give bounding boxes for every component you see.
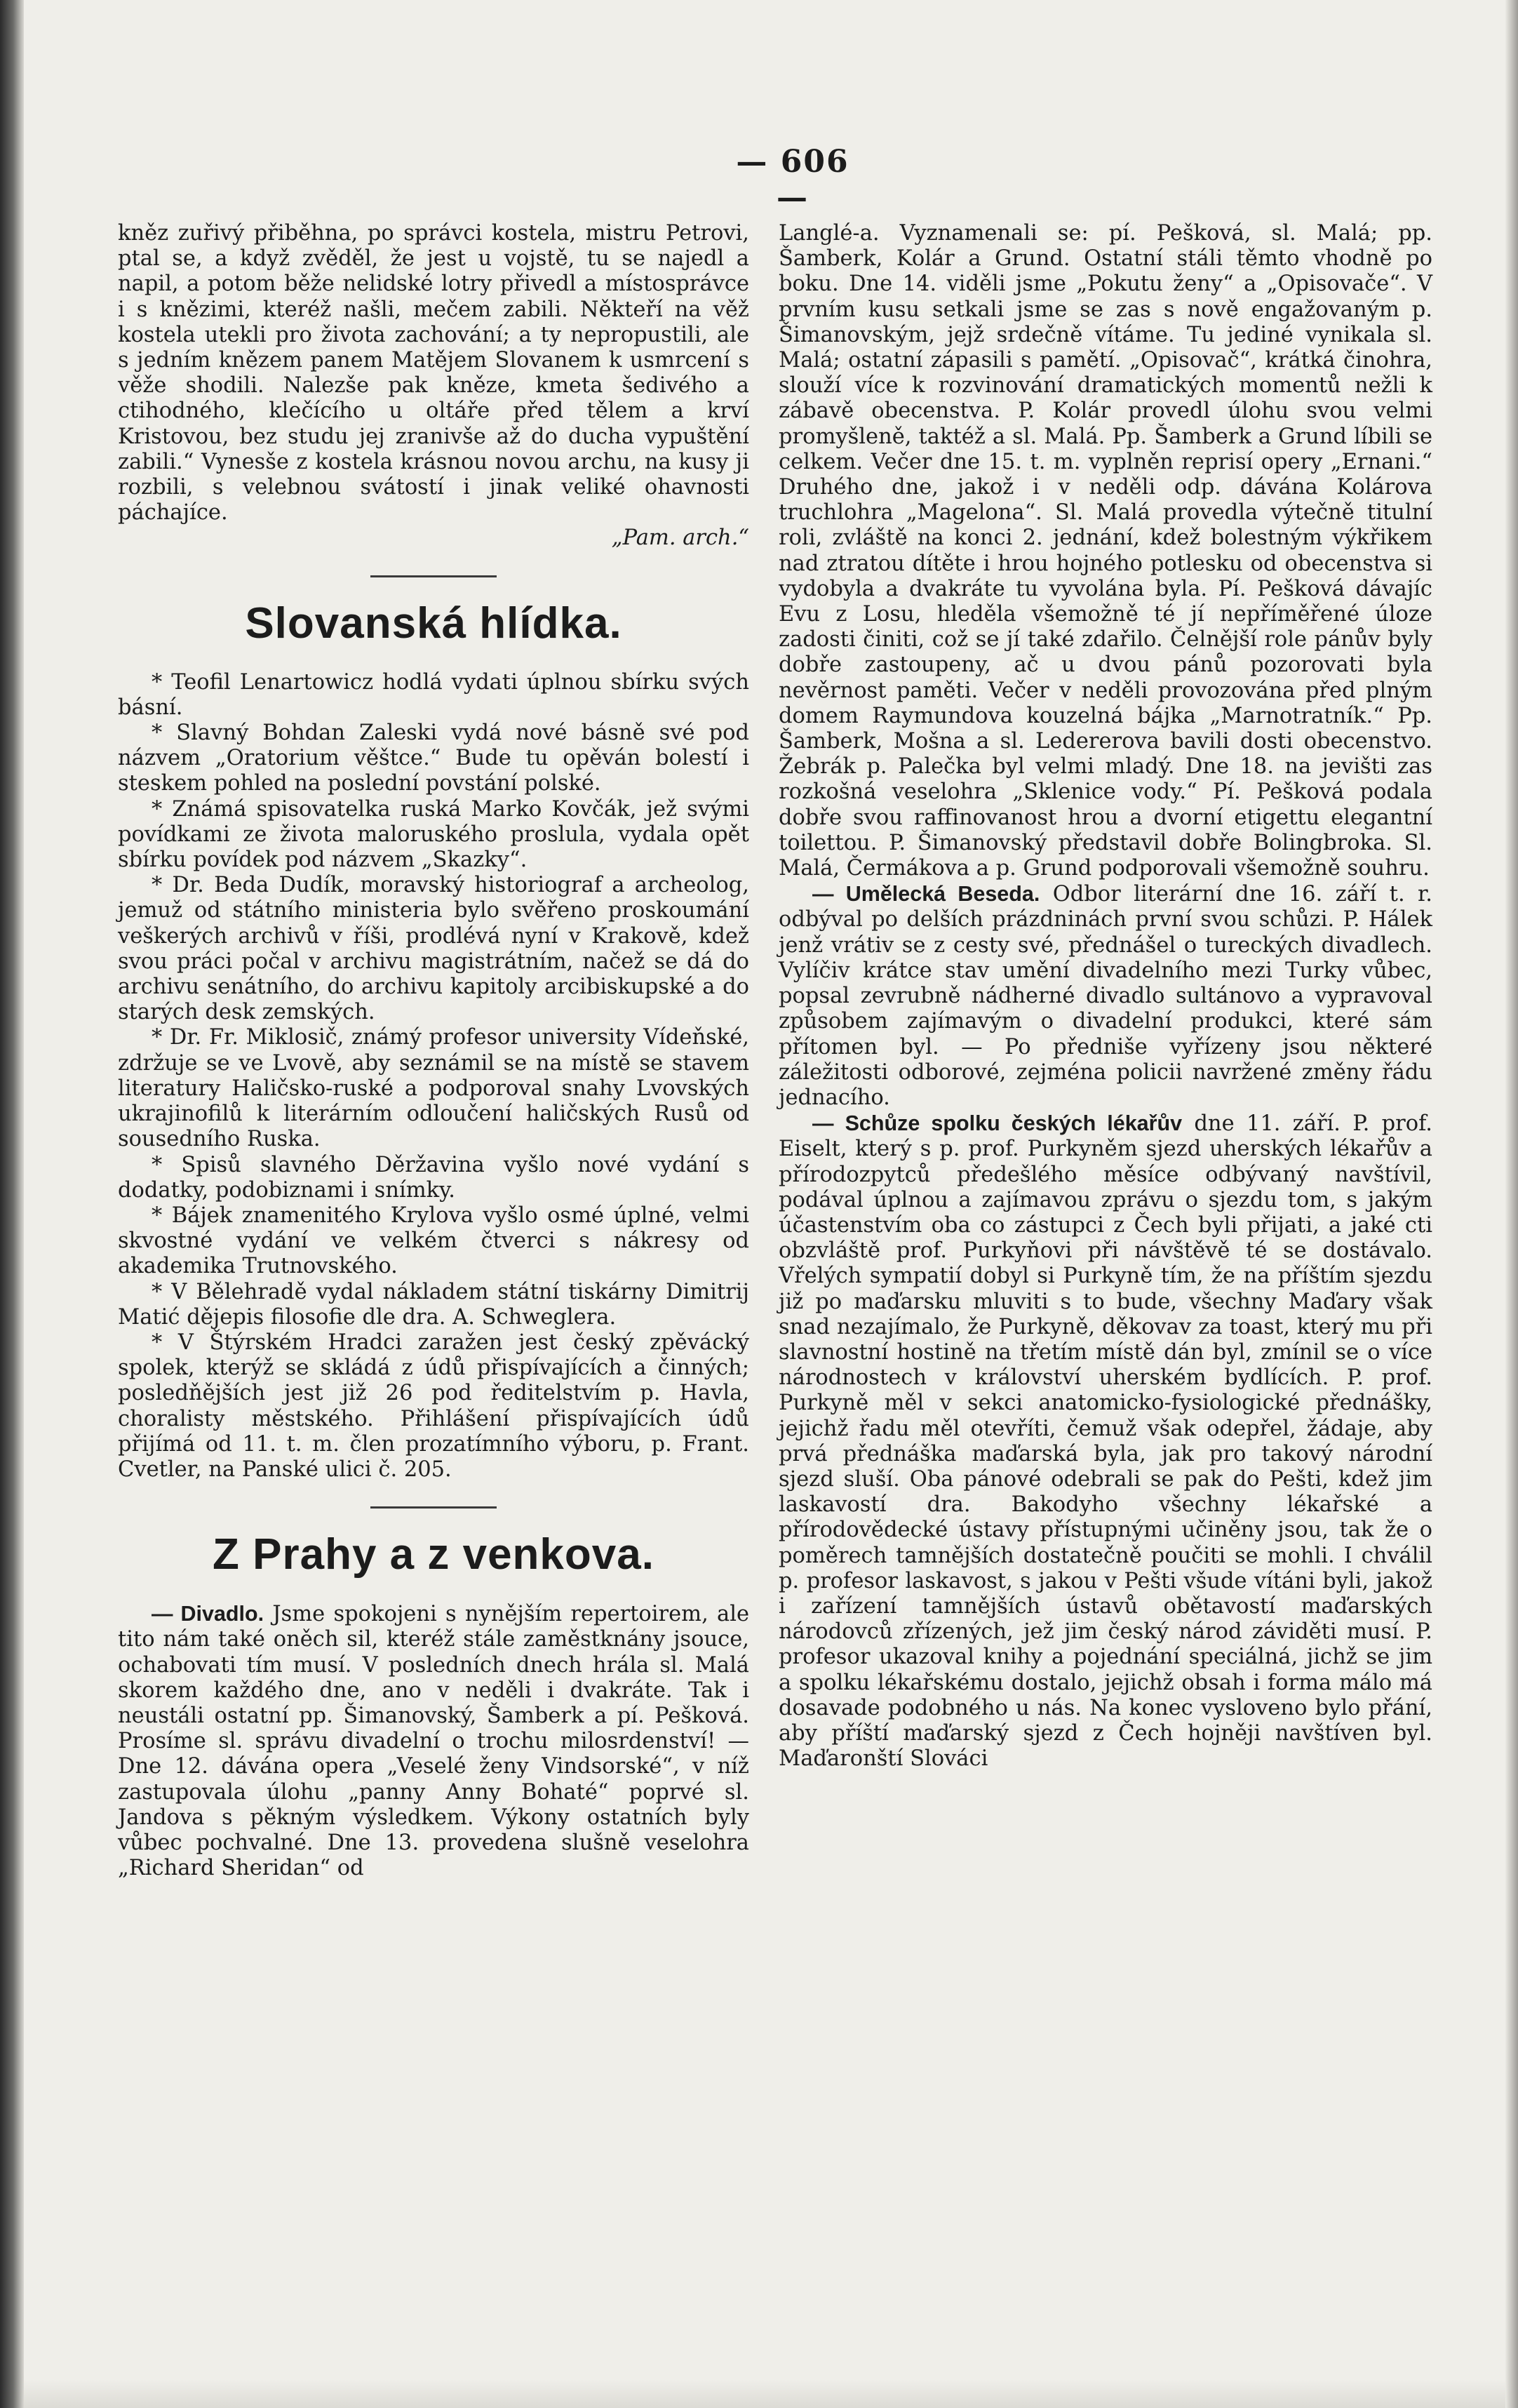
divadlo-paragraph	[118, 1601, 749, 1881]
beseda-text: Odbor literární dne 16. září t. r. odbýval po delších prázdninách první svou schůzi. P. Hálek jenž vrátiv se z cesty své, přednášel o tureckých divadlech. Vylíčiv krátce stav umění divadelního mezi Turky vůbec, popsal zevrubně nádherné divadlo sultánovo a vypravoval způsobem zajímavým o divadelní produkci, které sám přítomen byl. — Po předniše vyřízeny jsou některé záležitosti odborové, zejména policii navržené změny řádu jednacího.	[779, 882, 1432, 1110]
news-item: * V Štýrském Hradci zaražen jest český zpěvácký spolek, kterýž se skládá z údů přispívajících a činných; posledňějších jest již 26 pod ředitelstvím p. Havla, choralisty městského. Přihlášení přispívajících údů přijímá od 11. t. m. člen prozatímního výboru, p. Frant. Cvetler, na Panské ulici č. 205.	[118, 1330, 749, 1482]
lekaru-paragraph	[779, 1111, 1432, 1772]
divadlo-lead: — Divadlo.	[152, 1602, 264, 1626]
right-column	[779, 221, 1432, 1772]
section-title-z-prahy: Z Prahy a z venkova.	[213, 1530, 654, 1579]
divadlo-text: Jsme spokojeni s nynějším repertoirem, ale tito nám také oněch sil, kteréž stále zaměstknány jsouce, ochabovati tím musí. V posledních dnech hrála sl. Malá skorem každého dne, ano v neděli i dvakráte. Tak i neustáli ostatní pp. Šimanovský, Šamberk a pí. Pešková. Prosíme sl. správu divadelní o trochu milosrdenství! — Dne 12. dávána opera „Veselé ženy Vindsorské“, v níž zastupovala úlohu „panny Anny Bohaté“ poprvé sl. Jandova s pěkným výsledkem. Výkony ostatních byly vůbec pochvalné. Dne 13. provedena slušně veselohra „Richard Sheridan“ od	[118, 1602, 750, 1881]
intro-source	[118, 526, 749, 551]
news-item: * Dr. Beda Dudík, moravský historiograf a archeolog, jemuž od státního ministeria bylo svěřeno proskoumání veškerých archivů v říši, prodlévá nyní v Krakově, kdež svou práci počal v archivu magistrátním, načež se dá do archivu senátního, do archivu kapitoly arcibiskupské a do starých desk zemských.	[118, 873, 749, 1025]
section-divider	[370, 1506, 497, 1509]
beseda-lead: — Umělecká Beseda.	[812, 882, 1040, 907]
intro-text: kněz zuřivý přiběhna, po správci kostela, mistru Petrovi, ptal se, a když zvěděl, že jest u vojstě, tu se najedl a napil, a potom běže nelidské lotry přivedl a místosprávce i s knězimi, kteréž našli, mečem zabili. Někteří na věž kostela utekli pro života zachování; a ty nepropustili, ale s jedním knězem panem Matějem Slovanem k usmrcení s věže shodili. Nalezše pak kněze, kmeta šedivého a ctihodného, klečícího u oltáře před tělem a krví Kristovou, bez studu jej zranivše až do ducha vypuštění zabili.“ Vynesše z kostela krásnou novou archu, na kusy ji rozbili, s velebnou svátostí i jinak veliké ohavnosti páchajíce.	[118, 221, 749, 526]
news-item: * Bájek znamenitého Krylova vyšlo osmé úplné, velmi skvostné vydání ve velkém čtverci s nákresy od akademika Trutnovského.	[118, 1203, 749, 1279]
news-item: * Teofil Lenartowicz hodlá vydati úplnou sbírku svých básní.	[118, 669, 749, 720]
scan-edge-left	[0, 0, 24, 2408]
news-item: * Slavný Bohdan Zaleski vydá nové básně své pod názvem „Oratorium věštce.“ Bude tu opěván bolestí i steskem pohled na poslední povstání polské.	[118, 721, 749, 796]
news-item: * Známá spisovatelka ruská Marko Kovčák, jež svými povídkami ze života maloruského proslula, vydala opět sbírku povídek pod názvem „Skazky“.	[118, 796, 749, 873]
intro-paragraph	[118, 221, 749, 526]
divadlo-continued: Langlé-a. Vyznamenali se: pí. Pešková, sl. Malá; pp. Šamberk, Kolár a Grund. Ostatní stáli těmto vhodně po boku. Dne 14. viděli jsme „Pokutu ženy“ a „Opisovače“. V prvním kusu setkali jsme se zas s nově engažovaným p. Šimanovským, jejž srdečně vítáme. Tu jediné vynikala sl. Malá; ostatní zápasili s pamětí. „Opisovač“, krátká činohra, slouží více k rozvinování dramatických momentů nežli k zábavě obecenstva. P. Kolár provedl úlohu svou velmi promyšleně, taktéž a sl. Malá. Pp. Šamberk a Grund líbili se celkem. Večer dne 15. t. m. vyplněn reprisí opery „Ernani.“ Druhého dne, jakož i v neděli odp. dávána Kolárova truchlohra „Magelona“. Sl. Malá provedla výtečně titulní roli, zvláště na konci 2. jednání, kdež bolestným výkřikem nad ztratou dítěte i hrou hojného potlesku od obecenstva si vydobyla a dvakráte tu vyvolána byla. Pí. Pešková dávajíc Evu z Losu, hleděla všemožně té jí nepříměřené úloze zadosti činiti, což se jí také zdařilo. Čelnější role pánův byly dobře zastoupeny, ač u dvou pánů pozorovati byla nevěrnost paměti. Večer v neděli provozována před plným domem Raymundova kouzelná bájka „Marnotratník.“ Pp. Šamberk, Mošna a sl. Ledererova bavili dosti obecenstvo. Žebrák p. Palečka byl velmi mladý. Dne 18. na jevišti zas rozkošná veselohra „Sklenice vody.“ Pí. Pešková podala dobře svou raffinovanost hrou a dvorní etigettu elegantní toilettou. P. Šimanovský představil dobře Bolingbroka. Sl. Malá, Čermákova a p. Grund podporovali všemožně souhru.	[779, 221, 1432, 881]
intro-source-text: „Pam. arch.“	[611, 526, 749, 551]
news-item: * Spisů slavného Děržavina vyšlo nové vydání s dodatky, podobiznami i snímky.	[118, 1152, 749, 1203]
lekaru-lead: — Schůze spolku českých lékařův	[812, 1111, 1183, 1136]
news-item: * Dr. Fr. Miklosič, známý profesor university Vídeňské, zdržuje se ve Lvově, aby seznámil se na místě se stavem literatury Haličsko-ruské a podporoval snahy Lvovských ukrajinofilů k literárním odloučení haličských Rusů od sousedního Ruska.	[118, 1025, 749, 1152]
beseda-paragraph	[779, 881, 1432, 1111]
scan-edge-right	[1505, 0, 1518, 2408]
section-divider	[370, 575, 497, 577]
page-foot-shade	[24, 2380, 1505, 2408]
lekaru-text: dne 11. září. P. prof. Eiselt, který s p. prof. Purkyněm sjezd uherských lékařův a přírodozpytců předešlého měsíce odbývaný navštívil, podával úplnou a zajímavou zprávu o sjezdu tom, s jakým účastenstvím oba co zástupci z Čech byli přijati, a jaké cti obzvláště prof. Purkyňovi při návštěvě té se dostávalo. Vřelých sympatií dobyl si Purkyně tím, že na příštím sjezdu již po maďarsku mluviti s to bude, všechny Maďary však snad nezajímalo, že Purkyně, děkovav za toast, který mu při slavnostní hostině na třetím místě dán byl, zmínil se o více národnostech v království uherském bydlících. P. prof. Purkyně měl v sekci anatomicko-fysiologické přednášky, jejichž řadu měl otevříti, čemuž však odepřel, žádaje, aby prvá přednáška maďarská byla, jak pro takový národní sjezd sluší. Oba pánové odebrali se pak do Pešti, kdež jim laskavostí dra. Bakodyho všechny lékařské a přírodovědecké ústavy přístupnými učiněny jsou, tak že o poměrech tamnějších dostatečně poučiti se mohli. I chválil p. profesor laskavost, s jakou v Pešti všude vítáni byli, jakož i zařízení tamnějších ústavů obětavostí maďarských národovců zřízených, jež jim český národ záviděti musí. P. profesor ukazoval knihy a pojednání speciálná, jichž se jim a spolku lékařskému dostalo, jejichž obsah i forma málo má dosavade podobného u nás. Na konec vysloveno bylo přání, aby příští maďarský sjezd z Čech hojněji navštíven byl. Maďaronští Slováci	[779, 1111, 1432, 1772]
page-number: — 606 —	[736, 144, 849, 215]
news-item: * V Bělehradě vydal nákladem státní tiskárny Dimitrij Matić dějepis filosofie dle dra. A. Schweglera.	[118, 1279, 749, 1330]
section-title-slovanska-hlidka: Slovanská hlídka.	[245, 598, 622, 648]
left-column	[118, 221, 749, 1881]
